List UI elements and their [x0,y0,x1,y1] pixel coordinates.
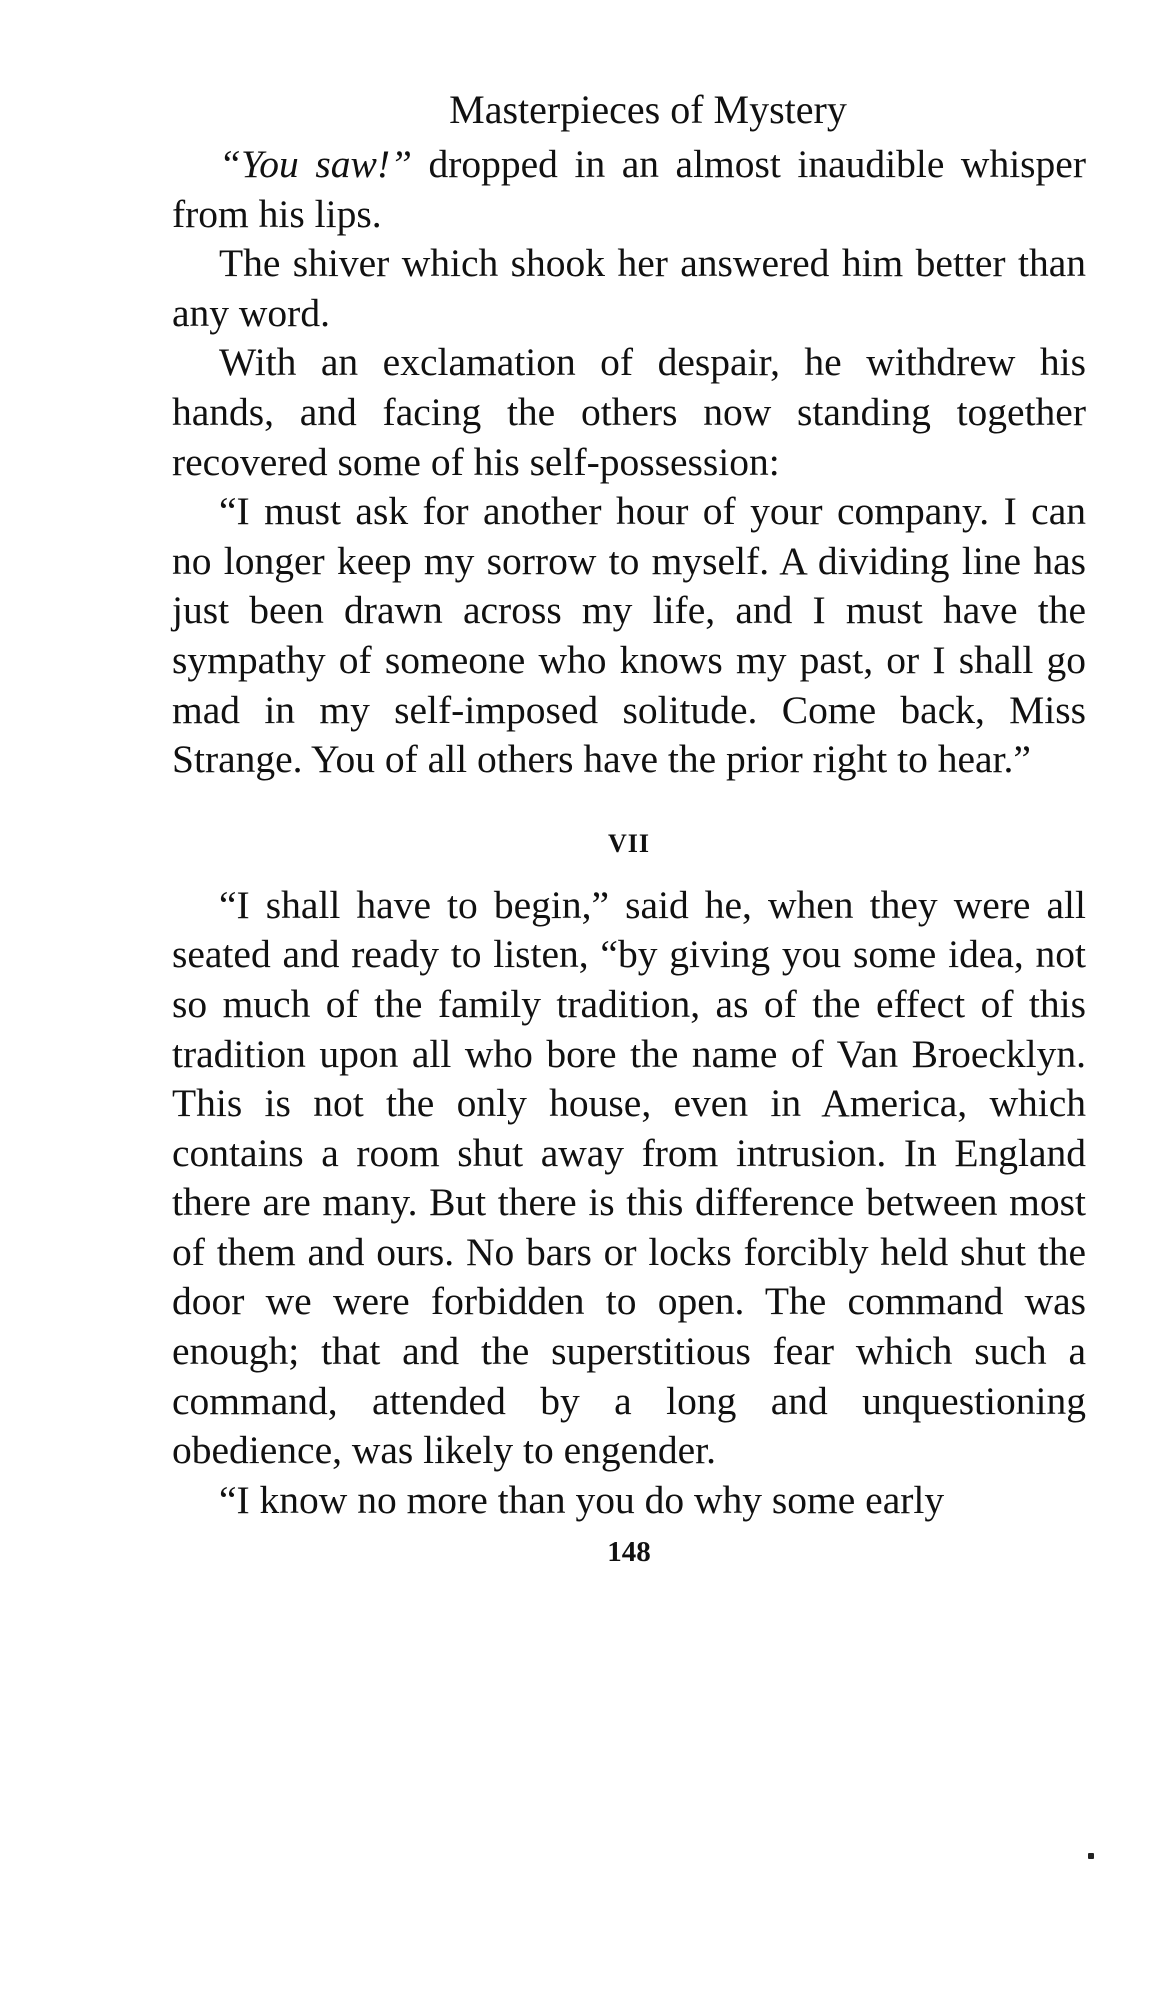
italic-quote: “You saw!” [219,142,412,186]
paragraph-another-hour: “I must ask for another hour of your company. I can no longer keep my sorrow to myself. A dividing line has just been drawn across my life, and I must have the sympathy of someone who knows my past, or I shall go mad in my self-imposed solitude. Come back, Miss Strange. You of all others have the prior right to hear.” [172,489,1086,782]
paragraph-you-saw [172,140,1086,239]
paragraph-know-no-more: “I know no more than you do why some early [219,1477,945,1522]
scan-speck [1088,1853,1094,1859]
book-page [172,80,1086,1577]
paragraph-text: dropped in an almost inaudible whisper from his lips. [172,142,1086,236]
paragraph-shiver: The shiver which shook her answered him better than any word. [172,241,1086,335]
running-head: Masterpieces of Mystery [449,87,847,132]
paragraph-begin: “I shall have to begin,” said he, when they were all seated and ready to listen, “by giving you some idea, not so much of the family tradition, as of the effect of this tradition upon all who bore the name of Van Broecklyn. This is not the only house, even in America, which contains a room shut away from intrusion. In England there are many. But there is this difference between most of them and ours. No bars or locks forcibly held shut the door we were forbidden to open. The command was enough; that and the superstitious fear which such a command, attended by a long and unquestioning obedience, was likely to engender. [172,882,1086,1473]
page-number: 148 [607,1536,651,1569]
paragraph-exclamation: With an exclamation of despair, he withdrew his hands, and facing the others now standing together recovered some of his self-possession: [172,340,1086,484]
section-heading: VII [607,828,650,858]
